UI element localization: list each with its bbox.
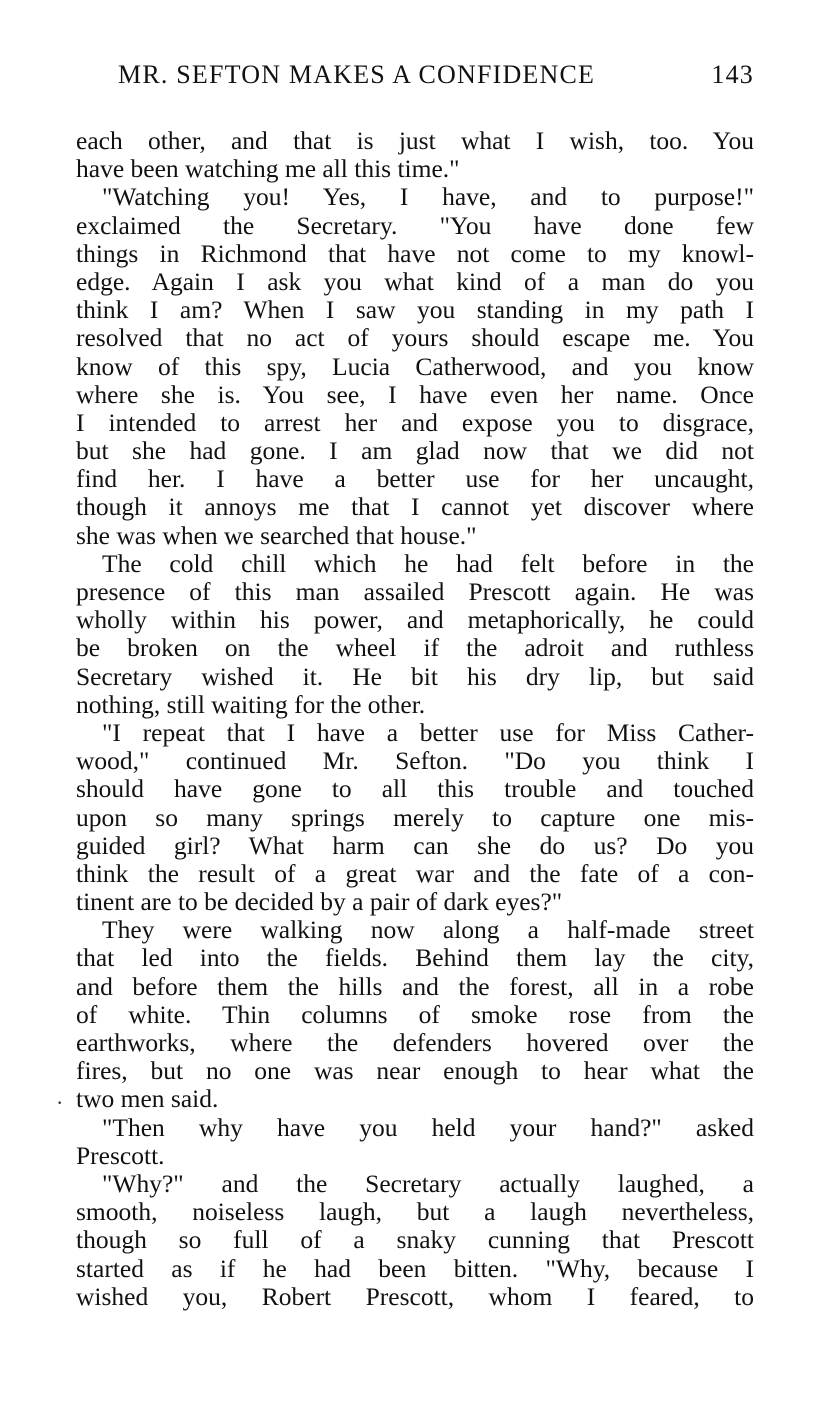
text-line: but she had gone. I am glad now that we did not bbox=[76, 437, 754, 466]
text-line: They were walking now along a half-made street bbox=[102, 916, 754, 945]
text-line: tinent are to be decided by a pair of dark eyes?" bbox=[76, 888, 563, 917]
text-line: "Why?" and the Secretary actually laughed, a bbox=[102, 1169, 754, 1198]
body-text bbox=[76, 127, 754, 1311]
text-line: she was when we searched that house." bbox=[76, 521, 477, 550]
text-line: think I am? When I saw you standing in my path I bbox=[76, 296, 754, 325]
text-line: wood," continued Mr. Sefton. "Do you think I bbox=[76, 747, 754, 776]
text-line: earthworks, where the defenders hovered over the bbox=[76, 1029, 754, 1057]
text-line: wished you, Robert Prescott, whom I feared, to bbox=[76, 1282, 754, 1311]
text-line: find her. I have a better use for her uncaught, bbox=[76, 465, 754, 494]
chapter-title: MR. SEFTON MAKES A CONFIDENCE bbox=[118, 60, 596, 89]
margin-mark: · bbox=[56, 1090, 64, 1115]
text-line: The cold chill which he had felt before in the bbox=[102, 549, 754, 578]
text-line: resolved that no act of yours should escape me. You bbox=[76, 324, 754, 353]
text-line: should have gone to all this trouble and touched bbox=[76, 775, 754, 804]
text-line: presence of this man assailed Prescott again. He was bbox=[76, 578, 754, 606]
text-line: Prescott. bbox=[76, 1141, 165, 1170]
text-line: two men said. bbox=[76, 1085, 219, 1114]
text-line: nothing, still waiting for the other. bbox=[76, 690, 426, 719]
text-line: Secretary wished it. He bit his dry lip, but said bbox=[76, 662, 754, 691]
text-line: think the result of a great war and the fate of a con- bbox=[76, 859, 754, 888]
text-line: smooth, noiseless laugh, but a laugh nevertheless, bbox=[76, 1198, 754, 1227]
text-line: though it annoys me that I cannot yet discover where bbox=[76, 493, 754, 522]
text-line: started as if he had been bitten. "Why, because I bbox=[76, 1254, 754, 1283]
text-line: be broken on the wheel if the adroit and ruthless bbox=[76, 634, 754, 663]
text-line: "Watching you! Yes, I have, and to purpose!" bbox=[102, 183, 754, 212]
page-number: 143 bbox=[711, 60, 754, 89]
text-line: guided girl? What harm can she do us? Do you bbox=[76, 831, 754, 860]
text-line: "I repeat that I have a better use for Miss Cather- bbox=[102, 718, 754, 747]
text-line: "Then why have you held your hand?" asked bbox=[102, 1113, 754, 1142]
text-line: though so full of a snaky cunning that Prescott bbox=[76, 1226, 754, 1255]
text-line: know of this spy, Lucia Catherwood, and you know bbox=[76, 352, 754, 381]
text-line: things in Richmond that have not come to my knowl- bbox=[76, 239, 754, 268]
text-line: exclaimed the Secretary. "You have done few bbox=[76, 211, 754, 240]
text-line: each other, and that is just what I wish, too. You bbox=[76, 127, 754, 155]
text-line: where she is. You see, I have even her name. Once bbox=[76, 380, 754, 409]
text-line: that led into the fields. Behind them lay the city, bbox=[76, 944, 754, 973]
text-line: upon so many springs merely to capture one mis- bbox=[76, 803, 754, 832]
running-header bbox=[76, 60, 754, 100]
text-line: and before them the hills and the forest, all in a robe bbox=[76, 972, 754, 1001]
text-line: of white. Thin columns of smoke rose from the bbox=[76, 1000, 754, 1029]
text-line: fires, but no one was near enough to hear what the bbox=[76, 1057, 754, 1086]
text-line: wholly within his power, and metaphorically, he could bbox=[76, 606, 754, 635]
text-line: edge. Again I ask you what kind of a man do you bbox=[76, 267, 754, 296]
text-line: I intended to arrest her and expose you to disgrace, bbox=[76, 408, 754, 437]
text-line: have been watching me all this time." bbox=[76, 155, 460, 184]
